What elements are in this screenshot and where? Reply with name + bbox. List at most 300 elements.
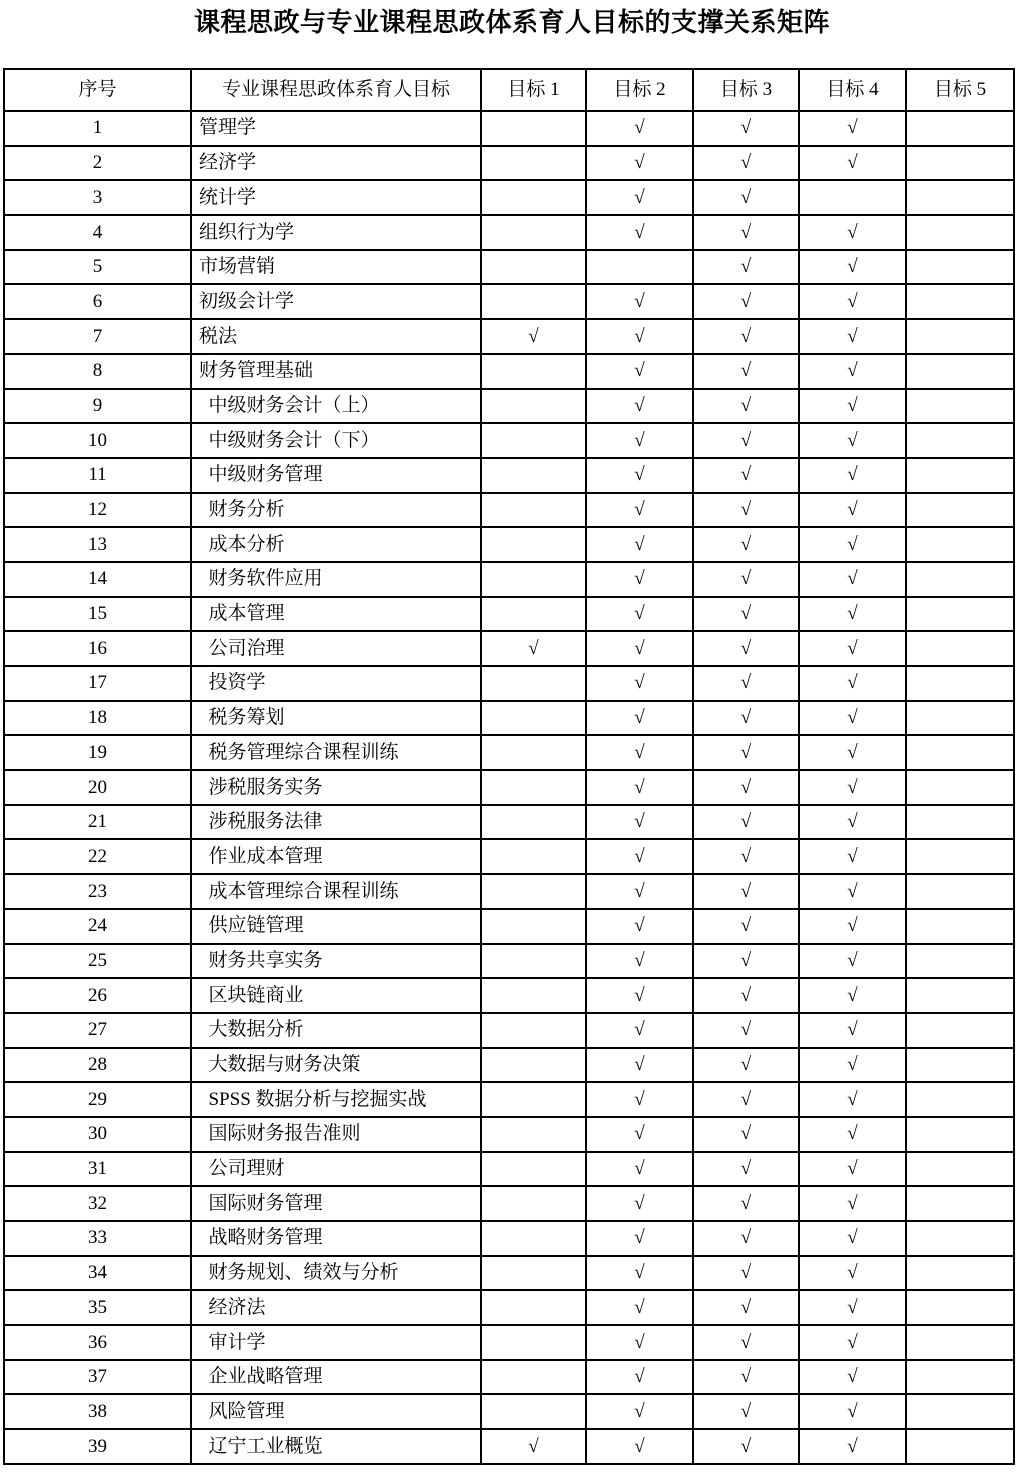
course-name-cell: 企业战略管理 xyxy=(191,1360,481,1395)
course-name-cell: 战略财务管理 xyxy=(191,1221,481,1256)
goal4-check-cell: √ xyxy=(799,909,906,944)
goal5-check-cell xyxy=(906,562,1014,597)
column-header-course: 专业课程思政体系育人目标 xyxy=(191,69,481,111)
goal1-check-cell xyxy=(481,1186,586,1221)
goal5-check-cell xyxy=(906,423,1014,458)
row-number-cell: 24 xyxy=(4,909,191,944)
goal4-check-cell: √ xyxy=(799,458,906,493)
course-name-cell: 大数据与财务决策 xyxy=(191,1048,481,1083)
course-name-cell: SPSS 数据分析与挖掘实战 xyxy=(191,1082,481,1117)
goal4-check-cell: √ xyxy=(799,1325,906,1360)
goal2-check-cell: √ xyxy=(586,978,693,1013)
goal2-check-cell: √ xyxy=(586,666,693,701)
table-row xyxy=(4,354,1014,389)
goal2-check-cell: √ xyxy=(586,562,693,597)
goal4-check-cell: √ xyxy=(799,1152,906,1187)
goal4-check-cell: √ xyxy=(799,701,906,736)
goal4-check-cell: √ xyxy=(799,631,906,666)
goal4-check-cell: √ xyxy=(799,389,906,424)
goal3-check-cell: √ xyxy=(693,735,799,770)
table-body xyxy=(4,111,1014,1464)
course-name-cell: 区块链商业 xyxy=(191,978,481,1013)
goal2-check-cell: √ xyxy=(586,874,693,909)
column-header-index: 序号 xyxy=(4,69,191,111)
goal4-check-cell: √ xyxy=(799,493,906,528)
table-row xyxy=(4,874,1014,909)
table-row xyxy=(4,215,1014,250)
goal5-check-cell xyxy=(906,909,1014,944)
course-name-cell: 统计学 xyxy=(191,180,481,215)
goal1-check-cell xyxy=(481,770,586,805)
goal4-check-cell: √ xyxy=(799,735,906,770)
table-row xyxy=(4,1394,1014,1429)
goal4-check-cell: √ xyxy=(799,1429,906,1464)
row-number-cell: 14 xyxy=(4,562,191,597)
row-number-cell: 28 xyxy=(4,1048,191,1083)
goal1-check-cell xyxy=(481,1325,586,1360)
goal1-check-cell xyxy=(481,389,586,424)
goal1-check-cell xyxy=(481,978,586,1013)
goal4-check-cell: √ xyxy=(799,562,906,597)
table-row xyxy=(4,1186,1014,1221)
row-number-cell: 36 xyxy=(4,1325,191,1360)
goal3-check-cell: √ xyxy=(693,1290,799,1325)
table-row xyxy=(4,944,1014,979)
goal1-check-cell xyxy=(481,1221,586,1256)
goal1-check-cell xyxy=(481,701,586,736)
goal5-check-cell xyxy=(906,978,1014,1013)
goal4-check-cell: √ xyxy=(799,978,906,1013)
row-number-cell: 27 xyxy=(4,1013,191,1048)
goal5-check-cell xyxy=(906,1082,1014,1117)
goal3-check-cell: √ xyxy=(693,839,799,874)
course-name-cell: 投资学 xyxy=(191,666,481,701)
table-row xyxy=(4,735,1014,770)
goal4-check-cell: √ xyxy=(799,423,906,458)
goal3-check-cell: √ xyxy=(693,493,799,528)
row-number-cell: 11 xyxy=(4,458,191,493)
goal4-check-cell: √ xyxy=(799,215,906,250)
goal5-check-cell xyxy=(906,250,1014,285)
row-number-cell: 9 xyxy=(4,389,191,424)
goal1-check-cell xyxy=(481,1152,586,1187)
goal5-check-cell xyxy=(906,180,1014,215)
table-row xyxy=(4,1013,1014,1048)
goal5-check-cell xyxy=(906,770,1014,805)
row-number-cell: 35 xyxy=(4,1290,191,1325)
goal3-check-cell: √ xyxy=(693,250,799,285)
goal5-check-cell xyxy=(906,805,1014,840)
goal3-check-cell: √ xyxy=(693,180,799,215)
course-name-cell: 初级会计学 xyxy=(191,284,481,319)
course-name-cell: 税务管理综合课程训练 xyxy=(191,735,481,770)
goal5-check-cell xyxy=(906,874,1014,909)
row-number-cell: 10 xyxy=(4,423,191,458)
row-number-cell: 34 xyxy=(4,1256,191,1291)
goal2-check-cell: √ xyxy=(586,284,693,319)
table-row xyxy=(4,1221,1014,1256)
course-name-cell: 财务共享实务 xyxy=(191,944,481,979)
goal4-check-cell: √ xyxy=(799,1394,906,1429)
goal3-check-cell: √ xyxy=(693,805,799,840)
course-name-cell: 税法 xyxy=(191,319,481,354)
goal1-check-cell xyxy=(481,111,586,146)
table-row xyxy=(4,250,1014,285)
column-header-goal1: 目标 1 xyxy=(481,69,586,111)
goal2-check-cell: √ xyxy=(586,1082,693,1117)
table-row xyxy=(4,978,1014,1013)
table-row xyxy=(4,180,1014,215)
goal2-check-cell: √ xyxy=(586,527,693,562)
row-number-cell: 18 xyxy=(4,701,191,736)
goal1-check-cell xyxy=(481,839,586,874)
goal5-check-cell xyxy=(906,284,1014,319)
course-name-cell: 经济学 xyxy=(191,146,481,181)
goal3-check-cell: √ xyxy=(693,1221,799,1256)
goal5-check-cell xyxy=(906,527,1014,562)
course-name-cell: 审计学 xyxy=(191,1325,481,1360)
goal1-check-cell xyxy=(481,1256,586,1291)
goal1-check-cell xyxy=(481,909,586,944)
goal4-check-cell: √ xyxy=(799,1048,906,1083)
course-name-cell: 组织行为学 xyxy=(191,215,481,250)
row-number-cell: 29 xyxy=(4,1082,191,1117)
goal4-check-cell: √ xyxy=(799,1117,906,1152)
goal1-check-cell xyxy=(481,1290,586,1325)
goal3-check-cell: √ xyxy=(693,701,799,736)
goal2-check-cell: √ xyxy=(586,1013,693,1048)
goal3-check-cell: √ xyxy=(693,978,799,1013)
goal1-check-cell xyxy=(481,874,586,909)
goal4-check-cell: √ xyxy=(799,250,906,285)
row-number-cell: 20 xyxy=(4,770,191,805)
goal3-check-cell: √ xyxy=(693,319,799,354)
goal2-check-cell: √ xyxy=(586,909,693,944)
goal2-check-cell: √ xyxy=(586,1152,693,1187)
goal1-check-cell xyxy=(481,805,586,840)
goal1-check-cell xyxy=(481,284,586,319)
goal3-check-cell: √ xyxy=(693,1256,799,1291)
goal2-check-cell: √ xyxy=(586,1048,693,1083)
goal5-check-cell xyxy=(906,1152,1014,1187)
support-matrix-table xyxy=(3,68,1015,1465)
course-name-cell: 财务管理基础 xyxy=(191,354,481,389)
course-name-cell: 市场营销 xyxy=(191,250,481,285)
table-row xyxy=(4,631,1014,666)
goal5-check-cell xyxy=(906,735,1014,770)
goal3-check-cell: √ xyxy=(693,354,799,389)
goal2-check-cell: √ xyxy=(586,319,693,354)
course-name-cell: 中级财务管理 xyxy=(191,458,481,493)
goal4-check-cell: √ xyxy=(799,1290,906,1325)
course-name-cell: 管理学 xyxy=(191,111,481,146)
goal4-check-cell: √ xyxy=(799,1221,906,1256)
goal1-check-cell xyxy=(481,1117,586,1152)
goal5-check-cell xyxy=(906,1290,1014,1325)
goal4-check-cell: √ xyxy=(799,839,906,874)
table-row xyxy=(4,666,1014,701)
table-row xyxy=(4,493,1014,528)
row-number-cell: 16 xyxy=(4,631,191,666)
goal2-check-cell: √ xyxy=(586,1290,693,1325)
course-name-cell: 大数据分析 xyxy=(191,1013,481,1048)
course-name-cell: 公司理财 xyxy=(191,1152,481,1187)
goal2-check-cell: √ xyxy=(586,631,693,666)
table-row xyxy=(4,527,1014,562)
goal4-check-cell: √ xyxy=(799,1082,906,1117)
row-number-cell: 26 xyxy=(4,978,191,1013)
goal1-check-cell: √ xyxy=(481,319,586,354)
row-number-cell: 38 xyxy=(4,1394,191,1429)
goal3-check-cell: √ xyxy=(693,389,799,424)
row-number-cell: 30 xyxy=(4,1117,191,1152)
goal5-check-cell xyxy=(906,1325,1014,1360)
goal5-check-cell xyxy=(906,944,1014,979)
table-row xyxy=(4,1048,1014,1083)
goal5-check-cell xyxy=(906,1256,1014,1291)
goal1-check-cell xyxy=(481,666,586,701)
goal5-check-cell xyxy=(906,631,1014,666)
row-number-cell: 22 xyxy=(4,839,191,874)
table-row xyxy=(4,423,1014,458)
goal2-check-cell: √ xyxy=(586,944,693,979)
goal2-check-cell: √ xyxy=(586,805,693,840)
goal3-check-cell: √ xyxy=(693,909,799,944)
goal4-check-cell: √ xyxy=(799,770,906,805)
course-name-cell: 财务软件应用 xyxy=(191,562,481,597)
goal1-check-cell xyxy=(481,597,586,632)
goal1-check-cell xyxy=(481,527,586,562)
goal2-check-cell: √ xyxy=(586,423,693,458)
course-name-cell: 中级财务会计（下） xyxy=(191,423,481,458)
column-header-goal5: 目标 5 xyxy=(906,69,1014,111)
table-row xyxy=(4,770,1014,805)
goal2-check-cell: √ xyxy=(586,146,693,181)
goal1-check-cell xyxy=(481,735,586,770)
goal3-check-cell: √ xyxy=(693,666,799,701)
row-number-cell: 21 xyxy=(4,805,191,840)
goal2-check-cell: √ xyxy=(586,458,693,493)
goal5-check-cell xyxy=(906,839,1014,874)
row-number-cell: 2 xyxy=(4,146,191,181)
table-row xyxy=(4,319,1014,354)
table-row xyxy=(4,1152,1014,1187)
row-number-cell: 5 xyxy=(4,250,191,285)
course-name-cell: 税务筹划 xyxy=(191,701,481,736)
goal4-check-cell: √ xyxy=(799,527,906,562)
course-name-cell: 风险管理 xyxy=(191,1394,481,1429)
goal4-check-cell: √ xyxy=(799,666,906,701)
goal2-check-cell: √ xyxy=(586,597,693,632)
goal3-check-cell: √ xyxy=(693,597,799,632)
course-name-cell: 国际财务管理 xyxy=(191,1186,481,1221)
table-row xyxy=(4,701,1014,736)
goal2-check-cell: √ xyxy=(586,1256,693,1291)
goal2-check-cell: √ xyxy=(586,1429,693,1464)
goal3-check-cell: √ xyxy=(693,1394,799,1429)
goal3-check-cell: √ xyxy=(693,146,799,181)
row-number-cell: 8 xyxy=(4,354,191,389)
row-number-cell: 1 xyxy=(4,111,191,146)
goal1-check-cell xyxy=(481,215,586,250)
goal3-check-cell: √ xyxy=(693,1186,799,1221)
goal3-check-cell: √ xyxy=(693,1429,799,1464)
goal1-check-cell: √ xyxy=(481,631,586,666)
goal1-check-cell xyxy=(481,180,586,215)
goal5-check-cell xyxy=(906,1221,1014,1256)
table-row xyxy=(4,562,1014,597)
goal4-check-cell: √ xyxy=(799,597,906,632)
goal4-check-cell: √ xyxy=(799,1360,906,1395)
course-name-cell: 成本管理 xyxy=(191,597,481,632)
table-row xyxy=(4,1360,1014,1395)
course-name-cell: 财务分析 xyxy=(191,493,481,528)
goal1-check-cell xyxy=(481,562,586,597)
row-number-cell: 19 xyxy=(4,735,191,770)
goal5-check-cell xyxy=(906,1117,1014,1152)
goal1-check-cell xyxy=(481,493,586,528)
goal3-check-cell: √ xyxy=(693,1117,799,1152)
goal2-check-cell: √ xyxy=(586,493,693,528)
course-name-cell: 辽宁工业概览 xyxy=(191,1429,481,1464)
goal1-check-cell xyxy=(481,146,586,181)
course-name-cell: 成本管理综合课程训练 xyxy=(191,874,481,909)
goal3-check-cell: √ xyxy=(693,458,799,493)
goal1-check-cell xyxy=(481,1048,586,1083)
goal1-check-cell: √ xyxy=(481,1429,586,1464)
goal2-check-cell: √ xyxy=(586,701,693,736)
goal4-check-cell: √ xyxy=(799,1256,906,1291)
course-name-cell: 作业成本管理 xyxy=(191,839,481,874)
table-row xyxy=(4,1429,1014,1464)
table-row xyxy=(4,111,1014,146)
goal3-check-cell: √ xyxy=(693,284,799,319)
goal1-check-cell xyxy=(481,250,586,285)
course-name-cell: 供应链管理 xyxy=(191,909,481,944)
goal1-check-cell xyxy=(481,1013,586,1048)
goal3-check-cell: √ xyxy=(693,111,799,146)
row-number-cell: 33 xyxy=(4,1221,191,1256)
goal5-check-cell xyxy=(906,597,1014,632)
goal4-check-cell: √ xyxy=(799,805,906,840)
row-number-cell: 12 xyxy=(4,493,191,528)
goal2-check-cell: √ xyxy=(586,839,693,874)
goal4-check-cell: √ xyxy=(799,146,906,181)
goal2-check-cell xyxy=(586,250,693,285)
course-name-cell: 公司治理 xyxy=(191,631,481,666)
goal4-check-cell: √ xyxy=(799,111,906,146)
column-header-goal4: 目标 4 xyxy=(799,69,906,111)
row-number-cell: 13 xyxy=(4,527,191,562)
goal5-check-cell xyxy=(906,215,1014,250)
goal1-check-cell xyxy=(481,423,586,458)
goal4-check-cell: √ xyxy=(799,1186,906,1221)
goal3-check-cell: √ xyxy=(693,874,799,909)
row-number-cell: 3 xyxy=(4,180,191,215)
course-name-cell: 成本分析 xyxy=(191,527,481,562)
goal5-check-cell xyxy=(906,354,1014,389)
goal2-check-cell: √ xyxy=(586,215,693,250)
column-header-goal3: 目标 3 xyxy=(693,69,799,111)
row-number-cell: 23 xyxy=(4,874,191,909)
goal1-check-cell xyxy=(481,1394,586,1429)
goal5-check-cell xyxy=(906,389,1014,424)
goal1-check-cell xyxy=(481,458,586,493)
goal3-check-cell: √ xyxy=(693,423,799,458)
table-row xyxy=(4,839,1014,874)
table-row xyxy=(4,458,1014,493)
goal3-check-cell: √ xyxy=(693,1360,799,1395)
goal3-check-cell: √ xyxy=(693,1013,799,1048)
course-name-cell: 财务规划、绩效与分析 xyxy=(191,1256,481,1291)
goal5-check-cell xyxy=(906,1186,1014,1221)
goal3-check-cell: √ xyxy=(693,562,799,597)
course-name-cell: 涉税服务法律 xyxy=(191,805,481,840)
table-row xyxy=(4,597,1014,632)
goal3-check-cell: √ xyxy=(693,1325,799,1360)
goal1-check-cell xyxy=(481,1360,586,1395)
goal3-check-cell: √ xyxy=(693,1082,799,1117)
goal5-check-cell xyxy=(906,146,1014,181)
goal5-check-cell xyxy=(906,319,1014,354)
page-title: 课程思政与专业课程思政体系育人目标的支撑关系矩阵 xyxy=(193,7,830,37)
table-row xyxy=(4,284,1014,319)
course-name-cell: 经济法 xyxy=(191,1290,481,1325)
table-row xyxy=(4,146,1014,181)
row-number-cell: 15 xyxy=(4,597,191,632)
goal4-check-cell: √ xyxy=(799,1013,906,1048)
goal2-check-cell: √ xyxy=(586,180,693,215)
goal4-check-cell: √ xyxy=(799,874,906,909)
goal2-check-cell: √ xyxy=(586,735,693,770)
goal2-check-cell: √ xyxy=(586,1360,693,1395)
goal5-check-cell xyxy=(906,111,1014,146)
table-row xyxy=(4,1256,1014,1291)
course-name-cell: 国际财务报告准则 xyxy=(191,1117,481,1152)
goal4-check-cell xyxy=(799,180,906,215)
goal5-check-cell xyxy=(906,1013,1014,1048)
goal3-check-cell: √ xyxy=(693,770,799,805)
goal2-check-cell: √ xyxy=(586,354,693,389)
goal2-check-cell: √ xyxy=(586,1117,693,1152)
row-number-cell: 4 xyxy=(4,215,191,250)
goal5-check-cell xyxy=(906,1394,1014,1429)
row-number-cell: 17 xyxy=(4,666,191,701)
goal4-check-cell: √ xyxy=(799,354,906,389)
goal5-check-cell xyxy=(906,1048,1014,1083)
row-number-cell: 25 xyxy=(4,944,191,979)
goal2-check-cell: √ xyxy=(586,111,693,146)
table-row xyxy=(4,805,1014,840)
row-number-cell: 37 xyxy=(4,1360,191,1395)
goal2-check-cell: √ xyxy=(586,1186,693,1221)
row-number-cell: 6 xyxy=(4,284,191,319)
goal3-check-cell: √ xyxy=(693,527,799,562)
table-row xyxy=(4,1290,1014,1325)
goal2-check-cell: √ xyxy=(586,1394,693,1429)
course-name-cell: 中级财务会计（上） xyxy=(191,389,481,424)
row-number-cell: 39 xyxy=(4,1429,191,1464)
goal2-check-cell: √ xyxy=(586,1325,693,1360)
goal5-check-cell xyxy=(906,1360,1014,1395)
table-row xyxy=(4,1117,1014,1152)
goal4-check-cell: √ xyxy=(799,944,906,979)
goal3-check-cell: √ xyxy=(693,944,799,979)
goal4-check-cell: √ xyxy=(799,319,906,354)
table-row xyxy=(4,1325,1014,1360)
goal1-check-cell xyxy=(481,1082,586,1117)
course-name-cell: 涉税服务实务 xyxy=(191,770,481,805)
